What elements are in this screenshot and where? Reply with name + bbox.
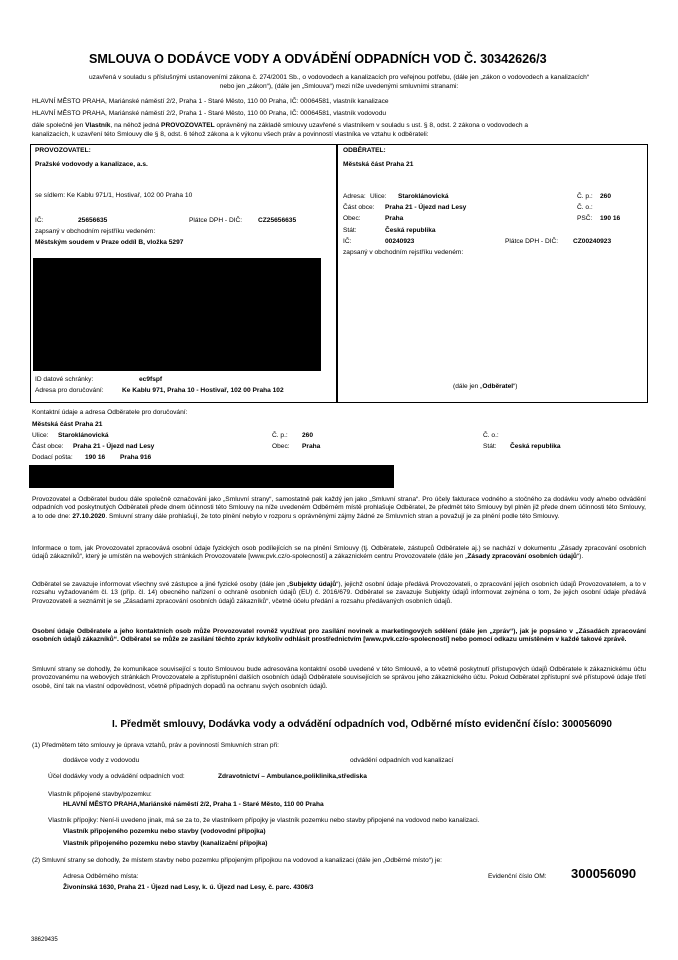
building-owner: HLAVNÍ MĚSTO PRAHA,Mariánské náměstí 2/2, Praha 1 - Staré Město, 110 00 Praha	[63, 801, 324, 808]
customer-dph-label: Plátce DPH - DIČ:	[505, 238, 559, 245]
contact-cp: 260	[302, 432, 314, 439]
item-2: (2) Smluvní strany se dohodly, že místem stavby nebo pozemku připojeným přípojkou na vodovod a kanalizaci (dále jen „Odběrné místo“) je:	[32, 857, 442, 864]
customer-address-label: Adresa:	[343, 193, 366, 200]
customer-heading: ODBĚRATEL:	[343, 147, 386, 154]
section-heading: I. Předmět smlouvy, Dodávka vody a odvádění odpadních vod, Odběrné místo evidenční číslo: 300056090	[112, 719, 612, 730]
intro-line-1: uzavřená v souladu s příslušnými ustanoveními zákona č. 274/2001 Sb., o vodovodech a kanalizacích pro veřejnou potřebu, (dále jen „zákon o vodovodech a kanalizacích“	[89, 74, 589, 81]
contact-name: Městská část Praha 21	[32, 421, 103, 428]
customer-name: Městská část Praha 21	[343, 161, 414, 168]
customer-street: Staroklánovická	[398, 193, 449, 200]
supply-water: dodávce vody z vodovodu	[63, 757, 140, 764]
customer-ic: 00240923	[385, 238, 415, 245]
item-1: (1) Předmětem této smlouvy je úprava vztahů, práv a povinností Smluvních stran při:	[32, 742, 280, 749]
customer-ic-label: IČ:	[343, 238, 352, 245]
joint-line-2: kanalizacích, k uzavření této Smlouvy dle § 8, odst. 6 téhož zákona a k výkonu všech práv a povinností vlastníka ve vztahu k odběrateli:	[32, 131, 429, 138]
provider-seat: se sídlem: Ke Kablu 971/1, Hostivař, 102 00 Praha 10	[35, 192, 193, 199]
customer-district: Praha 21 - Újezd nad Lesy	[385, 204, 467, 211]
intro-line-2: nebo jen „zákon“), (dále jen „Smlouva“) mezi níže uvedenými smluvními stranami:	[219, 83, 459, 90]
contact-post-name: Praha 916	[120, 454, 152, 461]
provider-heading: PROVOZOVATEL:	[35, 147, 91, 154]
provider-dph-label: Plátce DPH - DIČ:	[189, 217, 243, 224]
customer-psc-label: PSČ:	[577, 215, 593, 222]
contact-heading: Kontaktní údaje a adresa Odběratele pro doručování:	[32, 409, 188, 416]
contact-street: Staroklánovická	[58, 432, 109, 439]
provider-databox-label: ID datové schránky:	[35, 376, 94, 383]
customer-footer: (dále jen „Odběratel“)	[453, 383, 518, 390]
connection-water: Vlastník připojeného pozemku nebo stavby (vodovodní přípojka)	[63, 828, 266, 835]
customer-state: Česká republika	[385, 227, 436, 234]
paragraph-privacy: Informace o tom, jak Provozovatel zpracovává osobní údaje fyzických osob podílejících se na plnění Smlouvy (tj. Odběratele, zástupců Odběratele aj.) se nachází v dokumentu „Zásady zpracování osobních údajů zákazníků“, který je umístěn na webových stránkách Provozovatele [www.pvk.cz/o-spolecnosti] a zákaznickém centru Provozovatele (dále jen „Zásady zpracování osobních údajů“).	[32, 545, 646, 561]
contact-town: Praha	[302, 443, 321, 450]
provider-ic-label: IČ:	[35, 217, 44, 224]
contact-post-label: Dodací pošta:	[32, 454, 73, 461]
connection-sewer: Vlastník připojeného pozemku nebo stavby (kanalizační přípojka)	[63, 840, 268, 847]
customer-registry-label: zapsaný v obchodním rejstříku vedeném:	[343, 249, 464, 256]
provider-registry-label: zapsaný v obchodním rejstříku vedeném:	[35, 228, 156, 235]
contact-state: Česká republika	[510, 443, 561, 450]
provider-delivery-label: Adresa pro doručování:	[35, 387, 104, 394]
paragraph-marketing: Osobní údaje Odběratele a jeho kontaktních osob může Provozovatel rovněž využívat pro zasílání novinek a marketingových sdělení (dále jen „zpráv“), jak je popsáno v „Zásadách zpracování osobních údajů zákazníků“. Odběratel se může ze zasílání těchto zpráv kdykoliv odhlásit prostřednictvím [www.pvk.cz/o-spolecnosti] nebo pomocí odkazu umístěném v každé takové zprávě.	[32, 628, 646, 644]
connection-note: Vlastník přípojky: Není-li uvedeno jinak, má se za to, že vlastníkem přípojky je vlastník pozemku nebo stavby připojené na vodovod nebo kanalizaci.	[48, 817, 480, 824]
customer-district-label: Část obce:	[343, 204, 375, 211]
provider-delivery: Ke Kablu 971, Praha 10 - Hostivař, 102 00 Praha 102	[122, 387, 284, 394]
provider-dic: CZ25656635	[258, 217, 297, 224]
footer-code: 38629435	[31, 937, 58, 943]
om-number: 300056090	[571, 866, 637, 881]
paragraph-data-subjects: Odběratel se zavazuje informovat všechny své zástupce a jiné fyzické osoby (dále jen „Subjekty údajů“), jejichž osobní údaje předává Provozovateli, o zpracování jejích osobních údajů Provozovatelem, a to v rozsahu vyžadovaném čl. 13 (příp. čl. 14) obecného nařízení o ochraně osobních údajů (EU) č. 2016/679. Odběratel se zavazuje Subjekty údajů informovat zejména o tom, že jejich osobní údaje předává Provozovateli a seznámit je se „Zásadami zpracování osobních údajů zákazníků“, včetně účelu předání a rozsahu předávaných osobních údajů.	[32, 581, 646, 605]
redacted-contact	[29, 465, 394, 488]
provider-registry: Městským soudem v Praze oddíl B, vložka 5297	[35, 239, 184, 246]
provider-name: Pražské vodovody a kanalizace, a.s.	[35, 161, 148, 168]
paragraph-communication: Smluvní strany se dohodly, že komunikace související s touto Smlouvou bude adresována kontaktní osobě uvedené v této Smlouvě, a to včetně poskytnutí přístupových údajů Odběratele k zákaznickému účtu provozovanému na webových stránkách Provozovatele a zpřístupnění dalších osobních údajů Odběratele souvisejících se správou jeho zákaznického účtu. Pokud Odběratel zpřístupní své přístupové údaje třetí osobě, činí tak na vlastní odpovědnost, včetně případných dopadů na ochranu svých osobních údajů.	[32, 666, 646, 690]
place-label: Adresa Odběrného místa:	[63, 873, 139, 880]
contract-title: SMLOUVA O DODÁVCE VODY A ODVÁDĚNÍ ODPADNÍCH VOD Č. 30342626/3	[89, 52, 547, 66]
owner-sewer: HLAVNÍ MĚSTO PRAHA, Mariánské náměstí 2/2, Praha 1 - Staré Město, 110 00 Praha, IČ: 00064581, vlastník kanalizace	[32, 98, 389, 105]
drain-waste: odvádění odpadních vod kanalizací	[350, 757, 454, 764]
contact-street-label: Ulice:	[32, 432, 49, 439]
paragraph-billing: Provozovatel a Odběratel budou dále společně označováni jako „Smluvní strany“, samostatně pak každý jen jako „Smluvní strana“. Pro účely fakturace vodného a stočného za dodávku vody a/nebo odvádění odpadních vod poskytnutých Odběrateli přede dnem účinnosti této Smlouvy na níže uvedeném Odběrném místě prohlašuje Odběratel, že předmět této Smlouvy byl plněn již přede dnem účinnosti této Smlouvy, a to ode dne: 27.10.2020. Smluvní strany dále prohlašují, že toto plnění nebylo v rozporu s oprávněnými zájmy žádné ze Smluvních stran a považují je za plnění podle této Smlouvy.	[32, 496, 646, 520]
purpose-value: Zdravotnictví – Ambulance,poliklinika,střediska	[218, 773, 367, 780]
customer-co-label: Č. o.:	[577, 204, 593, 211]
contact-cp-label: Č. p.:	[272, 432, 288, 439]
provider-databox: ec9fspf	[139, 376, 163, 383]
customer-state-label: Stát:	[343, 227, 357, 234]
provider-ic: 25656635	[78, 217, 108, 224]
customer-cp-label: Č. p.:	[577, 193, 593, 200]
om-label: Evidenční číslo OM:	[488, 873, 547, 880]
contact-district: Praha 21 - Újezd nad Lesy	[73, 443, 155, 450]
customer-street-label: Ulice:	[370, 193, 387, 200]
customer-psc: 190 16	[600, 215, 621, 222]
customer-box	[336, 144, 648, 403]
building-owner-label: Vlastník připojené stavby/pozemku:	[48, 791, 152, 798]
joint-line-1: dále společně jen Vlastník, na něhož jedná PROVOZOVATEL oprávněný na základě smlouvy uzavřené s vlastníkem v souladu s ust. § 8, odst. 2 zákona o vodovodech a	[32, 122, 529, 129]
customer-dic: CZ00240923	[573, 238, 612, 245]
purpose-label: Účel dodávky vody a odvádění odpadních vod:	[48, 773, 185, 780]
contact-town-label: Obec:	[272, 443, 290, 450]
place-value: Živonínská 1630, Praha 21 - Újezd nad Lesy, k. ú. Újezd nad Lesy, č. parc. 4306/3	[63, 884, 314, 891]
redacted-block	[33, 258, 321, 371]
contact-state-label: Stát:	[483, 443, 497, 450]
contact-co-label: Č. o.:	[483, 432, 499, 439]
customer-town-label: Obec:	[343, 215, 361, 222]
contact-district-label: Část obce:	[32, 443, 64, 450]
contact-post-code: 190 16	[85, 454, 106, 461]
owner-water: HLAVNÍ MĚSTO PRAHA, Mariánské náměstí 2/2, Praha 1 - Staré Město, 110 00 Praha, IČ: 00064581, vlastník vodovodu	[32, 110, 387, 117]
customer-cp: 260	[600, 193, 612, 200]
customer-town: Praha	[385, 215, 404, 222]
